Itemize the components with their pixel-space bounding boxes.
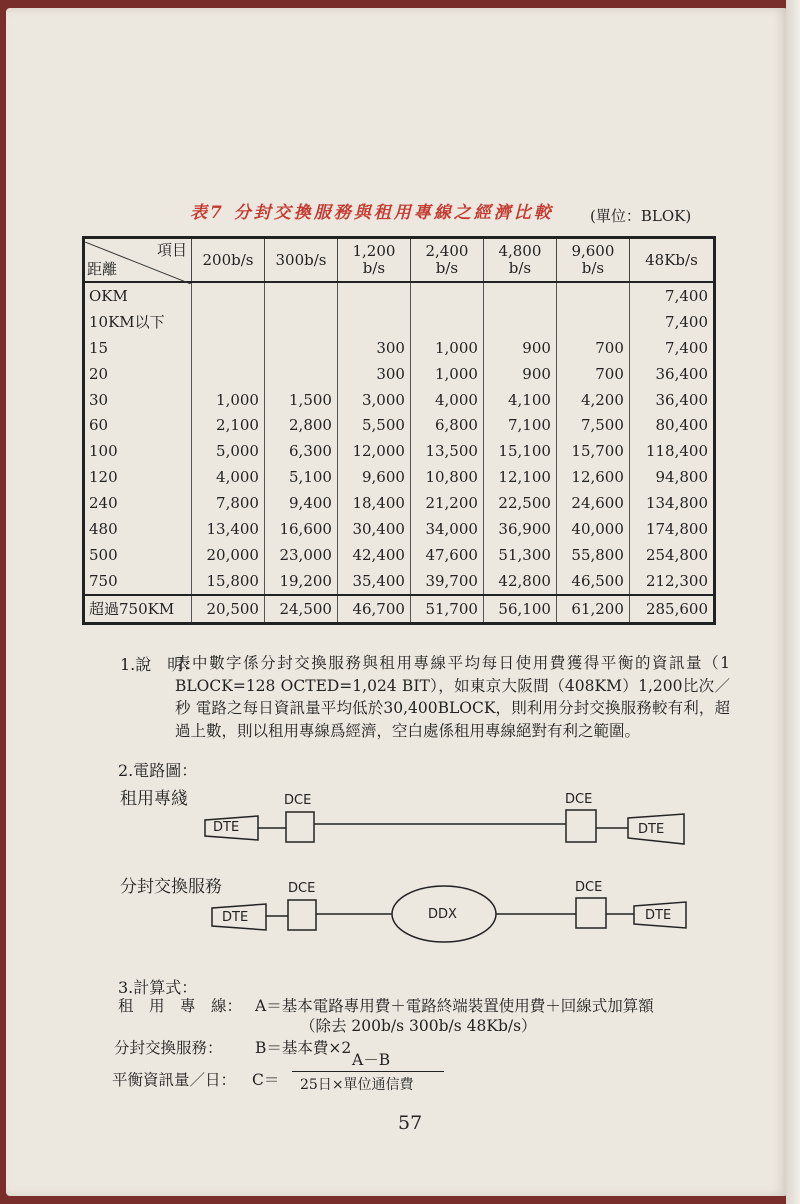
value-cell: 4,000 [410,387,483,413]
value-cell: 15,100 [483,438,556,464]
formula-heading: 3.計算式： [118,978,198,997]
value-cell: 12,000 [337,438,410,464]
value-cell: 15,700 [556,438,629,464]
value-cell: 1,000 [192,387,265,413]
value-cell: 24,600 [556,490,629,516]
header-cell: 48Kb/s [629,238,714,283]
distance-cell: 120 [89,468,118,487]
value-cell: 22,500 [483,490,556,516]
header-cell: 9,600 b/s [556,238,629,283]
value-cell: 7,800 [192,490,265,516]
value-cell: 7,100 [483,412,556,438]
value-cell [264,361,337,387]
distance-cell: 10KM以下 [89,313,165,332]
packet-service-label: 分封交換服務 [120,877,222,897]
value-cell: 19,200 [264,568,337,595]
value-cell: 5,500 [337,412,410,438]
value-cell: 20,500 [192,595,265,623]
value-cell: 18,400 [337,490,410,516]
corner-bottom-label: 距離 [87,260,118,278]
value-cell: 700 [556,335,629,361]
header-cell: 1,200 b/s [337,238,410,283]
value-cell [483,282,556,309]
value-cell [556,282,629,309]
circuit-diagram [0,790,800,970]
leased-formula-note: （除去 200b/s 300b/s 48Kb/s） [300,1017,537,1035]
value-cell: 10,800 [410,464,483,490]
value-cell: 118,400 [629,438,714,464]
value-cell: 23,000 [264,542,337,568]
value-cell: 39,700 [410,568,483,595]
packet-formula: B＝基本費×2 [255,1039,352,1057]
value-cell: 700 [556,361,629,387]
value-cell: 20,000 [192,542,265,568]
value-cell: 254,800 [629,542,714,568]
value-cell: 4,200 [556,387,629,413]
note-text: 表中數字係分封交換服務與租用專線平均每日使用費獲得平衡的資訊量（1 BLOCK=128 OCTED=1,024 BIT），如東京大阪間（408KM）1,200比次／秒 電路之每日資訊量平均低於30,400BLOCK，則利用分封交換服務較有利，超過上數，則以租用專線爲經濟，空白處係租用專線絕對有利之範圍。 [175,654,730,740]
value-cell: 36,900 [483,516,556,542]
value-cell: 55,800 [556,542,629,568]
value-cell: 174,800 [629,516,714,542]
value-cell [192,335,265,361]
dce-label: DCE [575,880,603,895]
dce-label: DCE [284,793,312,808]
fraction-bar [292,1071,444,1072]
table-row [84,542,715,568]
value-cell: 7,500 [556,412,629,438]
value-cell: 24,500 [264,595,337,623]
balance-prefix: C＝ [252,1071,280,1089]
value-cell: 6,800 [410,412,483,438]
distance-cell: 100 [89,442,118,461]
distance-cell: OKM [89,286,128,305]
leased-formula-label: 租 用 專 線： [118,997,243,1015]
dte-label: DTE [213,820,240,835]
value-cell: 7,400 [629,282,714,309]
value-cell: 2,100 [192,412,265,438]
dte-label: DTE [645,908,672,923]
value-cell: 5,000 [192,438,265,464]
value-cell: 34,000 [410,516,483,542]
value-cell: 2,800 [264,412,337,438]
corner-top-label: 項目 [156,241,187,259]
dce-right-leased [566,810,596,842]
value-cell: 36,400 [629,361,714,387]
value-cell: 1,000 [410,335,483,361]
table-row [84,516,715,542]
dce-label: DCE [288,881,316,896]
value-cell: 4,100 [483,387,556,413]
distance-cell: 60 [89,416,109,435]
value-cell: 3,000 [337,387,410,413]
note-label: 1.說 明： [120,655,200,674]
value-cell: 40,000 [556,516,629,542]
value-cell: 4,000 [192,464,265,490]
value-cell: 9,400 [264,490,337,516]
header-cell: 4,800 b/s [483,238,556,283]
value-cell: 1,000 [410,361,483,387]
balance-numerator: A－B [352,1051,391,1069]
leased-formula: A＝基本電路專用費＋電路終端裝置使用費＋回線式加算額 [255,997,654,1015]
value-cell [556,309,629,335]
value-cell: 900 [483,361,556,387]
corner-header [84,238,192,283]
value-cell: 13,400 [192,516,265,542]
header-cell: 200b/s [192,238,265,283]
value-cell: 15,800 [192,568,265,595]
packet-formula-label: 分封交換服務： [114,1039,223,1057]
table-row [84,282,715,309]
value-cell: 12,100 [483,464,556,490]
value-cell: 300 [337,361,410,387]
table-row [84,412,715,438]
distance-cell: 750 [89,571,118,590]
page-edge [786,0,800,1204]
value-cell: 13,500 [410,438,483,464]
table-header-row [84,238,715,283]
value-cell: 56,100 [483,595,556,623]
balance-formula-label: 平衡資訊量／日： [112,1071,237,1089]
value-cell: 1,500 [264,387,337,413]
value-cell [264,335,337,361]
leased-line-label: 租用專綫 [120,789,188,809]
header-cell: 300b/s [264,238,337,283]
table-row [84,490,715,516]
value-cell: 94,800 [629,464,714,490]
value-cell: 5,100 [264,464,337,490]
value-cell: 16,600 [264,516,337,542]
dce-right-packet [576,898,606,928]
value-cell: 12,600 [556,464,629,490]
table-row [84,335,715,361]
distance-cell: 30 [89,390,109,409]
value-cell: 134,800 [629,490,714,516]
value-cell [192,282,265,309]
value-cell: 212,300 [629,568,714,595]
table-body [84,282,715,623]
table-row [84,595,715,623]
ddx-label: DDX [428,907,457,922]
value-cell: 42,800 [483,568,556,595]
value-cell [337,282,410,309]
value-cell: 285,600 [629,595,714,623]
value-cell: 42,400 [337,542,410,568]
value-cell: 300 [337,335,410,361]
value-cell: 35,400 [337,568,410,595]
table-row [84,464,715,490]
value-cell: 21,200 [410,490,483,516]
value-cell [410,282,483,309]
value-cell: 51,300 [483,542,556,568]
value-cell: 7,400 [629,309,714,335]
dce-label: DCE [565,792,593,807]
page-number: 57 [398,1112,423,1134]
balance-denominator: 25日×單位通信費 [300,1077,414,1093]
value-cell: 900 [483,335,556,361]
distance-cell: 20 [89,364,109,383]
dte-label: DTE [222,910,249,925]
dce-left-leased [286,812,314,842]
value-cell: 61,200 [556,595,629,623]
table-row [84,387,715,413]
table-row [84,568,715,595]
value-cell: 30,400 [337,516,410,542]
value-cell: 6,300 [264,438,337,464]
value-cell [264,282,337,309]
value-cell: 9,600 [337,464,410,490]
value-cell: 7,400 [629,335,714,361]
dce-left-packet [288,900,316,930]
distance-cell: 240 [89,494,118,513]
table-title: 表7 分封交換服務與租用專線之經濟比較 [190,203,554,223]
value-cell: 36,400 [629,387,714,413]
value-cell: 46,500 [556,568,629,595]
dte-label: DTE [638,822,665,837]
distance-cell: 15 [89,338,109,357]
table-unit: (單位：BLOK) [590,207,692,225]
table-row [84,361,715,387]
value-cell [192,309,265,335]
circuit-heading: 2.電路圖： [118,761,198,780]
distance-cell: 480 [89,519,118,538]
value-cell [410,309,483,335]
value-cell: 80,400 [629,412,714,438]
value-cell: 47,600 [410,542,483,568]
distance-cell: 超過750KM [84,595,192,623]
value-cell: 51,700 [410,595,483,623]
table-row [84,438,715,464]
header-cell: 2,400 b/s [410,238,483,283]
value-cell [264,309,337,335]
value-cell [192,361,265,387]
value-cell: 46,700 [337,595,410,623]
value-cell [337,309,410,335]
value-cell [483,309,556,335]
economics-table [82,236,716,625]
table-row [84,309,715,335]
distance-cell: 500 [89,545,118,564]
